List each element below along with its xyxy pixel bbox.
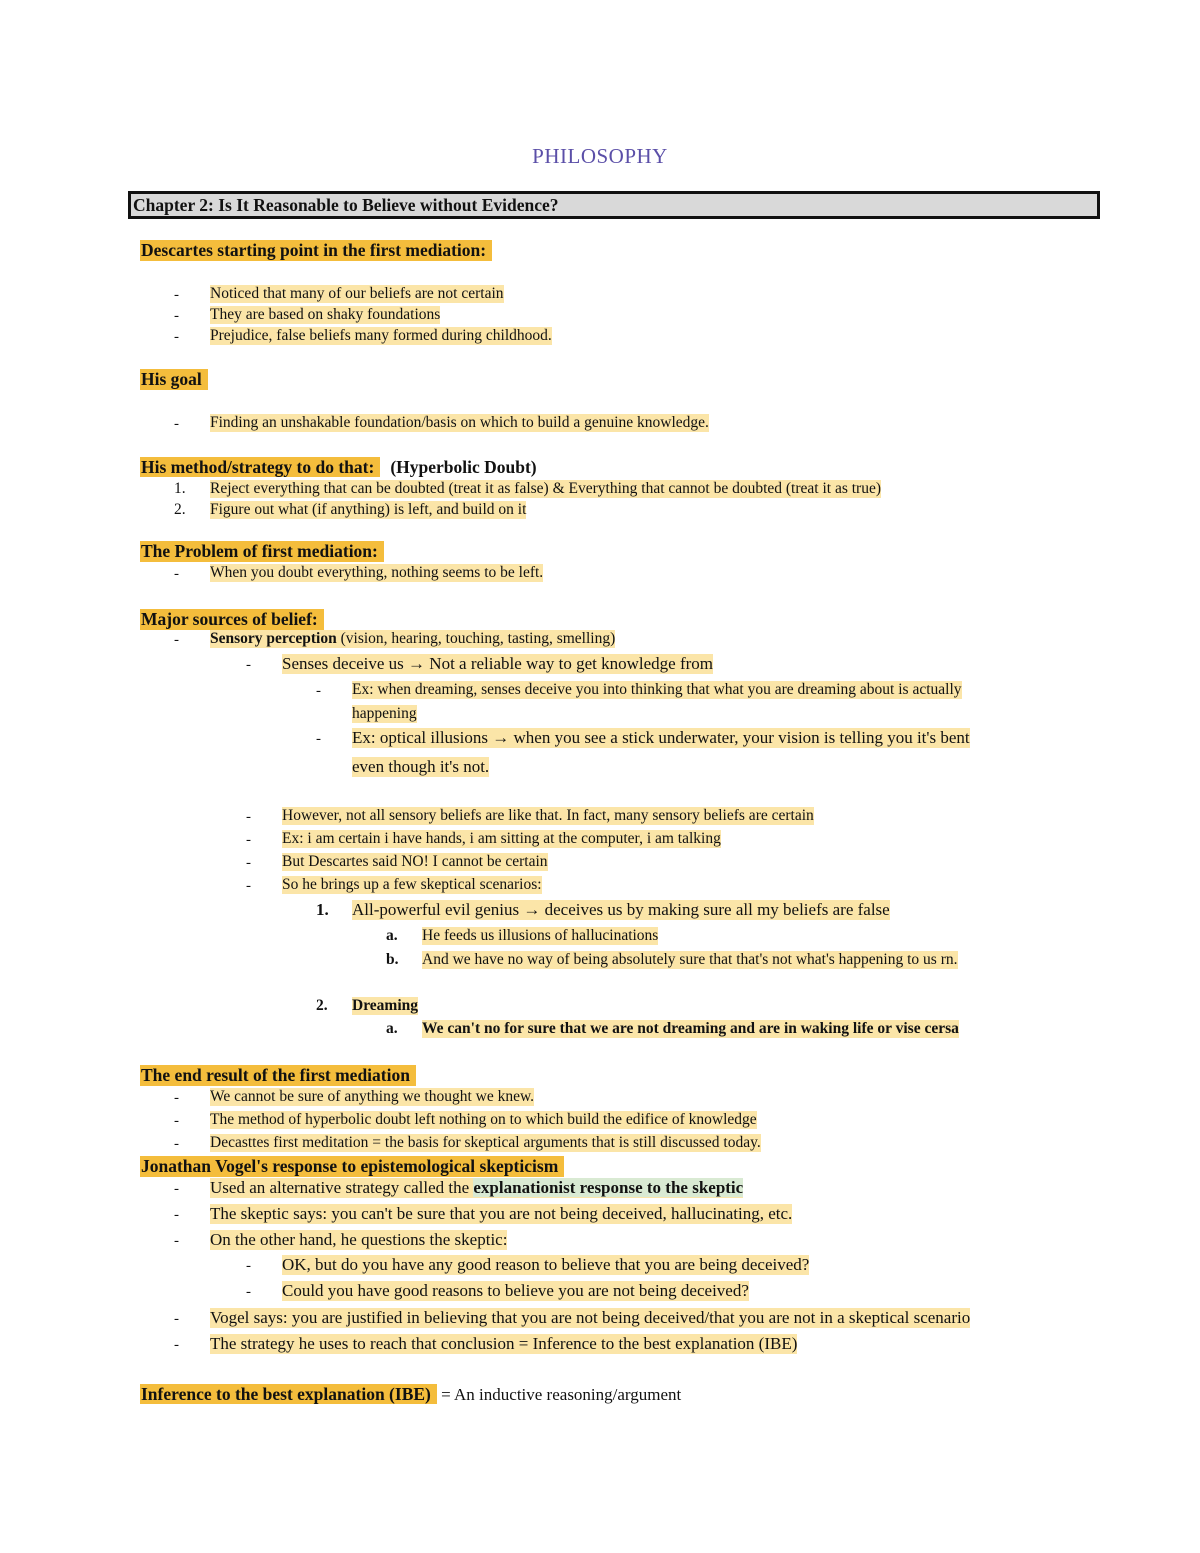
chapter-heading: Chapter 2: Is It Reasonable to Believe without Evidence?	[133, 195, 559, 215]
list-item: Reject everything that can be doubted (treat it as false) & Everything that cannot be doubted (treat it as true)	[210, 480, 881, 497]
scenario-number: 1.	[316, 900, 329, 919]
sub-letter: b.	[386, 951, 399, 968]
section-heading-sources: Major sources of belief:	[140, 609, 324, 630]
sensory-label: Sensory perception	[210, 630, 337, 647]
list-item: Ex: optical illusions → when you see a stick underwater, your vision is telling you it's bent	[352, 728, 970, 747]
list-item: Could you have good reasons to believe you are not being deceived?	[282, 1281, 749, 1300]
bullet-dash: -	[174, 308, 179, 324]
bullet-dash: -	[246, 657, 251, 673]
list-item: He feeds us illusions of hallucinations	[422, 927, 659, 944]
list-item-sensory	[210, 630, 615, 648]
strategy-prefix: Used an alternative strategy called the	[210, 1178, 474, 1197]
method-aside: (Hyperbolic Doubt)	[390, 457, 537, 477]
list-item: Finding an unshakable foundation/basis on which to build a genuine knowledge.	[210, 414, 709, 431]
bullet-dash: -	[246, 878, 251, 894]
bullet-dash: -	[174, 1090, 179, 1106]
bullet-dash: -	[174, 1207, 179, 1223]
bullet-dash: -	[174, 1113, 179, 1129]
list-item: Ex: when dreaming, senses deceive you into thinking that what you are dreaming about is actually	[352, 681, 962, 698]
scenario-dreaming: Dreaming	[352, 997, 419, 1014]
section-heading-starting-point: Descartes starting point in the first mediation:	[140, 240, 492, 261]
section-heading-method: His method/strategy to do that:	[140, 457, 380, 477]
scenario-evil-genius: All-powerful evil genius → deceives us by making sure all my beliefs are false	[352, 900, 890, 919]
list-item: When you doubt everything, nothing seems to be left.	[210, 564, 544, 581]
section-heading-goal: His goal	[140, 369, 208, 390]
list-item: Decasttes first meditation = the basis for skeptical arguments that is still discussed today.	[210, 1134, 761, 1151]
list-item: Noticed that many of our beliefs are not certain	[210, 285, 504, 302]
list-item: Ex: i am certain i have hands, i am sitting at the computer, i am talking	[282, 830, 721, 847]
explanationist-term: explanationist response to the skeptic	[473, 1178, 744, 1197]
list-item-cont: happening	[352, 705, 417, 722]
section-heading-vogel: Jonathan Vogel's response to epistemological skepticism	[140, 1156, 564, 1177]
bullet-dash: -	[246, 832, 251, 848]
list-item: The strategy he uses to reach that conclusion = Inference to the best explanation (IBE)	[210, 1334, 798, 1353]
bullet-dash: -	[174, 1181, 179, 1197]
bullet-dash: -	[174, 416, 179, 432]
bullet-dash: -	[174, 329, 179, 345]
section-heading-ibe: Inference to the best explanation (IBE)	[140, 1384, 437, 1404]
list-item: We can't no for sure that we are not dreaming and are in waking life or vise cersa	[422, 1020, 959, 1037]
chapter-heading-box	[128, 191, 1100, 219]
list-item-cont: even though it's not.	[352, 757, 490, 776]
list-item: And we have no way of being absolutely sure that that's not what's happening to us rn.	[422, 951, 958, 968]
list-item: Senses deceive us → Not a reliable way to get knowledge from	[282, 654, 714, 673]
ibe-row	[140, 1384, 681, 1405]
list-item: The method of hyperbolic doubt left nothing on to which build the edifice of knowledge	[210, 1111, 757, 1128]
bullet-dash: -	[174, 287, 179, 303]
list-item: We cannot be sure of anything we thought we knew.	[210, 1088, 535, 1105]
bullet-dash: -	[174, 1337, 179, 1353]
list-number: 1.	[174, 480, 186, 497]
sub-letter: a.	[386, 1020, 398, 1037]
list-item: The skeptic says: you can't be sure that you are not being deceived, hallucinating, etc.	[210, 1204, 793, 1223]
list-item: On the other hand, he questions the skeptic:	[210, 1230, 508, 1249]
list-item: However, not all sensory beliefs are like that. In fact, many sensory beliefs are certain	[282, 807, 814, 824]
list-number: 2.	[174, 501, 186, 518]
sub-letter: a.	[386, 927, 398, 944]
list-item: Prejudice, false beliefs many formed during childhood.	[210, 327, 552, 344]
list-item: So he brings up a few skeptical scenarios:	[282, 876, 542, 893]
list-item: Vogel says: you are justified in believing that you are not being deceived/that you are not in a skeptical scenario	[210, 1308, 971, 1327]
section-heading-problem: The Problem of first mediation:	[140, 541, 384, 562]
list-item: Figure out what (if anything) is left, and build on it	[210, 501, 527, 518]
section-heading-method-row	[140, 457, 537, 478]
list-item-strategy	[210, 1178, 743, 1198]
ibe-definition: = An inductive reasoning/argument	[436, 1385, 682, 1404]
bullet-dash: -	[246, 809, 251, 825]
bullet-dash: -	[316, 683, 321, 699]
list-item: They are based on shaky foundations	[210, 306, 441, 323]
list-item: OK, but do you have any good reason to believe that you are being deceived?	[282, 1255, 810, 1274]
page-title: PHILOSOPHY	[532, 144, 668, 168]
bullet-dash: -	[246, 1258, 251, 1274]
sensory-detail: (vision, hearing, touching, tasting, smelling)	[336, 630, 616, 647]
scenario-number: 2.	[316, 997, 328, 1014]
bullet-dash: -	[174, 632, 179, 648]
bullet-dash: -	[174, 566, 179, 582]
bullet-dash: -	[246, 1284, 251, 1300]
bullet-dash: -	[316, 731, 321, 747]
bullet-dash: -	[246, 855, 251, 871]
bullet-dash: -	[174, 1233, 179, 1249]
bullet-dash: -	[174, 1136, 179, 1152]
bullet-dash: -	[174, 1311, 179, 1327]
list-item: But Descartes said NO! I cannot be certain	[282, 853, 548, 870]
section-heading-end-result: The end result of the first mediation	[140, 1065, 416, 1086]
